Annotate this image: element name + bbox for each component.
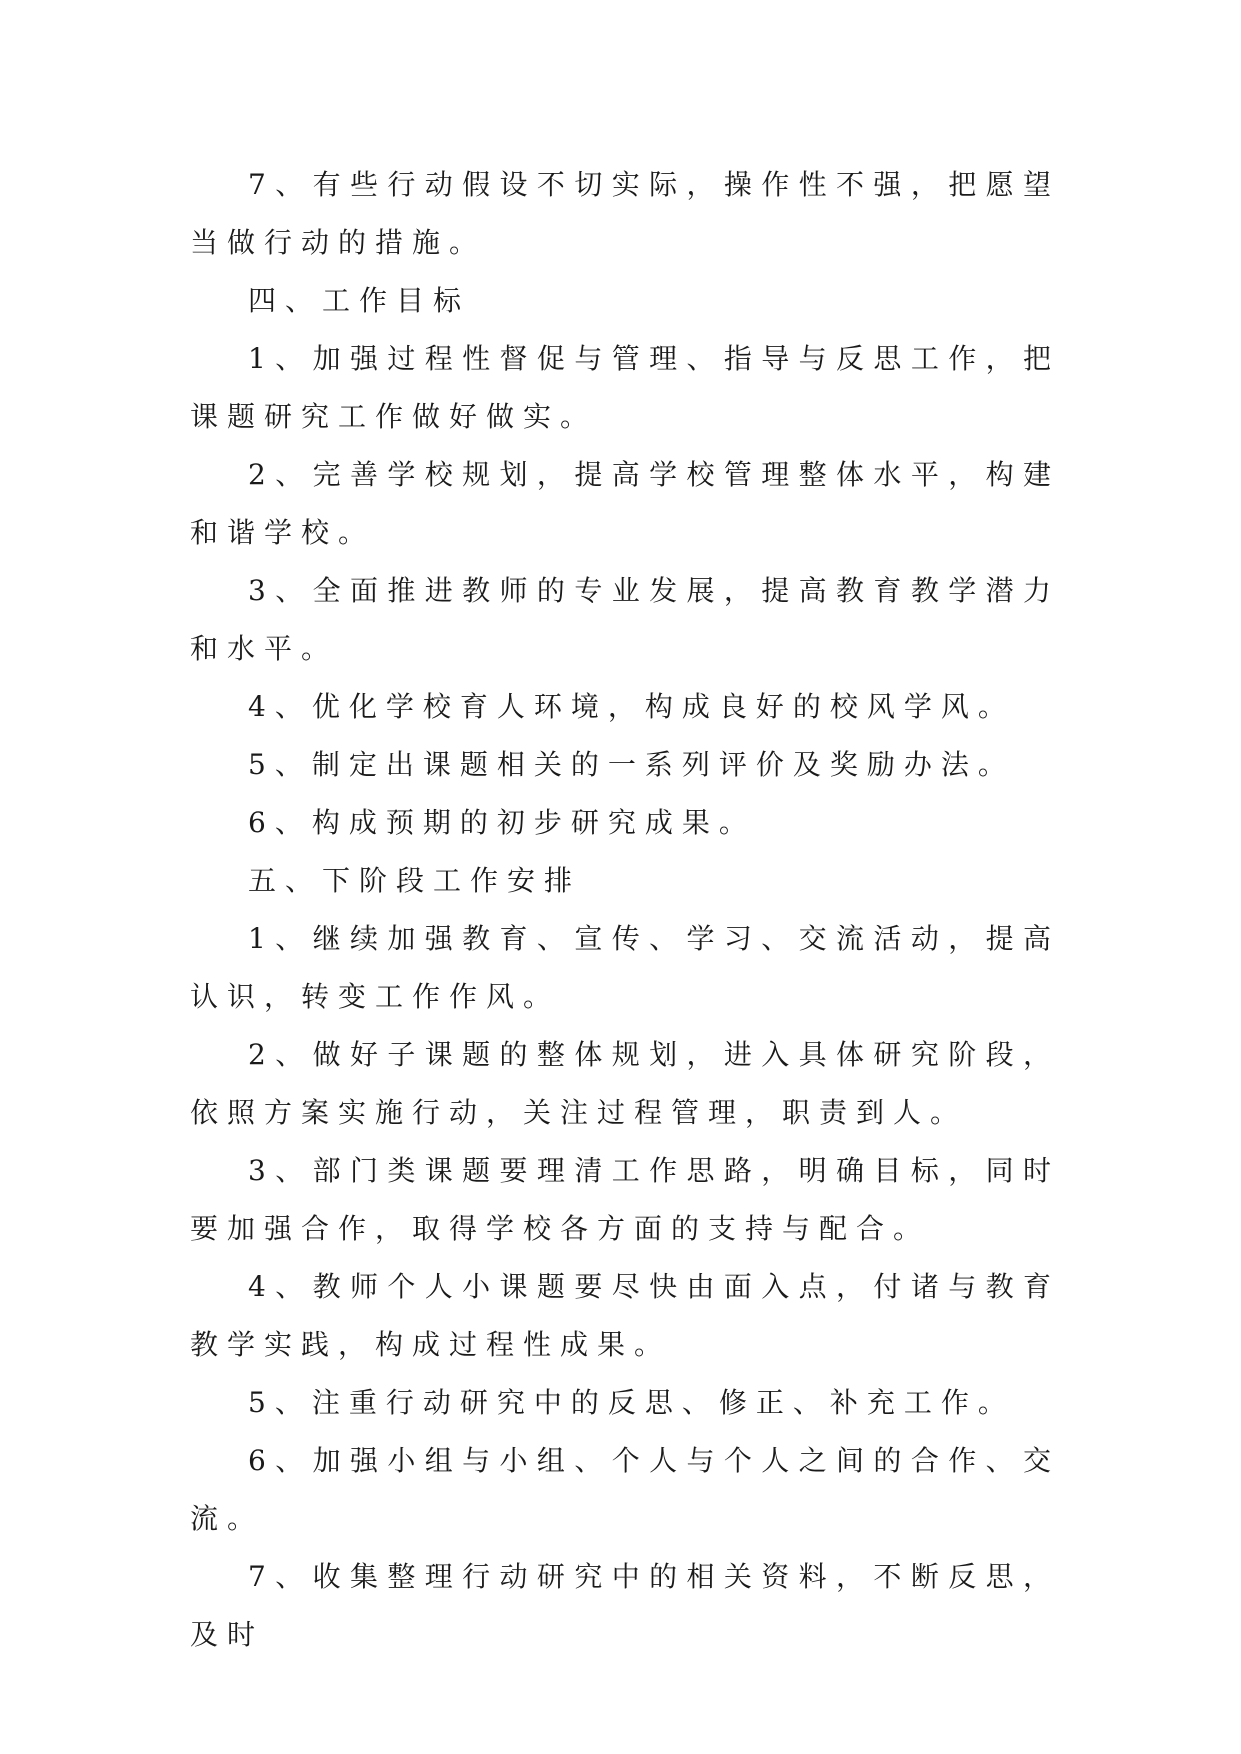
goal-item-3: 3、全面推进教师的专业发展，提高教育教学潜力和水平。 <box>190 574 1060 665</box>
goal-item-6: 6、构成预期的初步研究成果。 <box>248 806 756 839</box>
arrangement-item-6: 6、加强小组与小组、个人与个人之间的合作、交流。 <box>190 1444 1060 1535</box>
document-body <box>190 156 1060 1664</box>
arrangement-item-2: 2、做好子课题的整体规划，进入具体研究阶段，依照方案实施行动，关注过程管理，职责到人。 <box>190 1038 1060 1129</box>
section-heading-work-goals: 四、工作目标 <box>248 284 471 317</box>
goal-item-1: 1、加强过程性督促与管理、指导与反思工作，把课题研究工作做好做实。 <box>190 342 1060 433</box>
goal-item-2: 2、完善学校规划，提高学校管理整体水平，构建和谐学校。 <box>190 458 1060 549</box>
goal-item-4: 4、优化学校育人环境，构成良好的校风学风。 <box>248 690 1015 723</box>
arrangement-item-5: 5、注重行动研究中的反思、修正、补充工作。 <box>248 1386 1015 1419</box>
arrangement-item-7: 7、收集整理行动研究中的相关资料，不断反思，及时 <box>190 1560 1060 1651</box>
arrangement-item-1: 1、继续加强教育、宣传、学习、交流活动，提高认识，转变工作作风。 <box>190 922 1060 1013</box>
section-heading-next-stage: 五、下阶段工作安排 <box>248 864 582 897</box>
goal-item-5: 5、制定出课题相关的一系列评价及奖励办法。 <box>248 748 1015 781</box>
paragraph-item-7-measures: 7、有些行动假设不切实际，操作性不强，把愿望当做行动的措施。 <box>190 168 1060 259</box>
arrangement-item-4: 4、教师个人小课题要尽快由面入点，付诸与教育教学实践，构成过程性成果。 <box>190 1270 1060 1361</box>
arrangement-item-3: 3、部门类课题要理清工作思路，明确目标，同时要加强合作，取得学校各方面的支持与配合。 <box>190 1154 1060 1245</box>
